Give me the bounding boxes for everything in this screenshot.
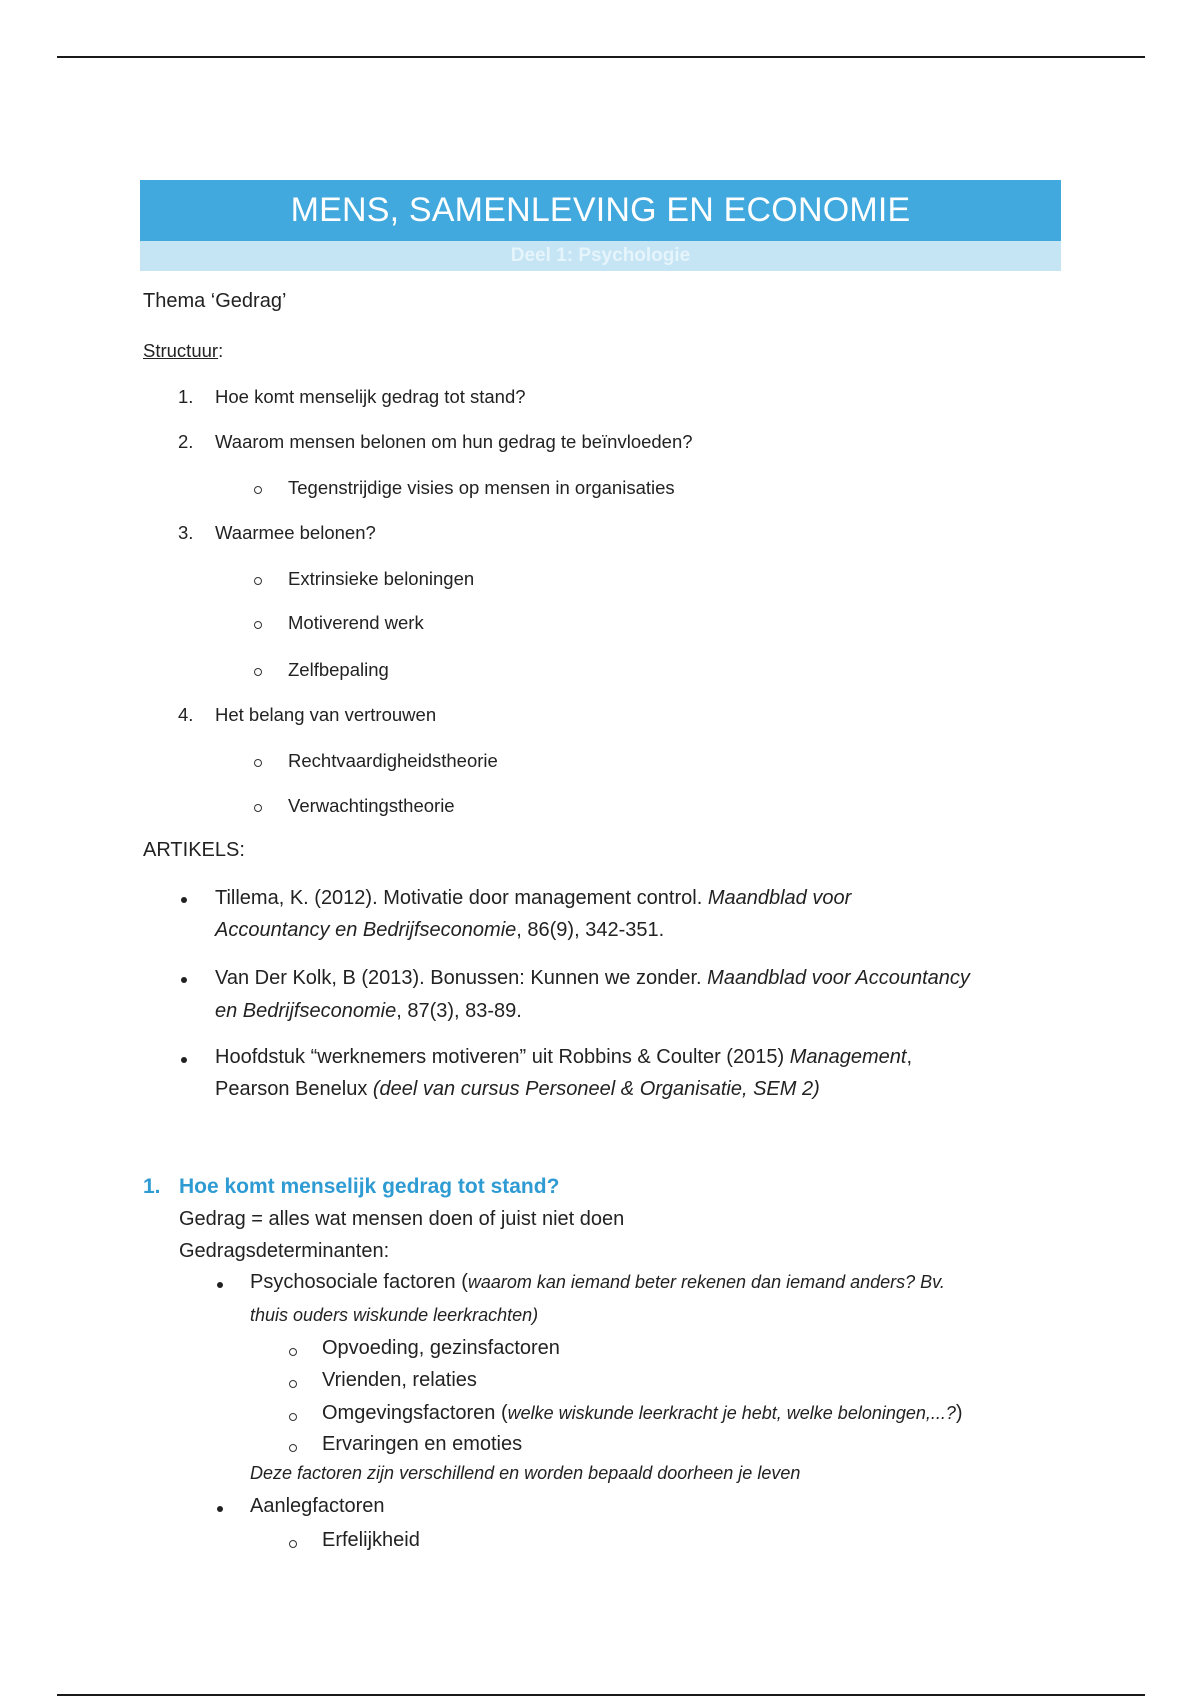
structure-item-4: Het belang van vertrouwen — [215, 704, 437, 725]
determinants-label: Gedragsdeterminanten: — [179, 1240, 390, 1262]
article-1-line-1: Tillema, K. (2012). Motivatie door management control. Maandblad voor — [215, 887, 852, 909]
structure-subitem: Rechtvaardigheidstheorie — [288, 750, 498, 771]
circle-bullet-icon — [289, 1348, 297, 1356]
subtitle-banner — [140, 241, 1061, 271]
article-2-line-2: en Bedrijfseconomie, 87(3), 83-89. — [215, 1000, 522, 1022]
structure-subitem: Zelfbepaling — [288, 659, 389, 680]
document-title: MENS, SAMENLEVING EN ECONOMIE — [290, 191, 911, 229]
psychosocial-factors: Psychosociale factoren (waarom kan iemand beter rekenen dan iemand anders? Bv. — [250, 1271, 945, 1293]
structure-subitem: Motiverend werk — [288, 612, 424, 633]
structure-label: Structuur — [143, 340, 219, 361]
structure-item-1-number: 1. — [178, 386, 194, 407]
bullet-icon — [181, 977, 187, 983]
aanleg-factors: Aanlegfactoren — [250, 1495, 385, 1517]
psychosocial-subitem-environment: Omgevingsfactoren (welke wiskunde leerkracht je hebt, welke beloningen,...?) — [322, 1402, 963, 1424]
circle-bullet-icon — [254, 577, 262, 585]
structure-item-1: Hoe komt menselijk gedrag tot stand? — [215, 386, 526, 407]
circle-bullet-icon — [254, 804, 262, 812]
bullet-icon — [217, 1282, 223, 1288]
circle-bullet-icon — [289, 1413, 297, 1421]
structure-item-3: Waarmee belonen? — [215, 522, 376, 543]
circle-bullet-icon — [289, 1444, 297, 1452]
psychosocial-conclusion: Deze factoren zijn verschillend en worden bepaald doorheen je leven — [250, 1463, 801, 1483]
section-1-heading: Hoe komt menselijk gedrag tot stand? — [179, 1175, 560, 1198]
psychosocial-subitem: Opvoeding, gezinsfactoren — [322, 1337, 560, 1359]
structure-item-2-number: 2. — [178, 431, 194, 452]
theme-label: Thema ‘Gedrag’ — [143, 290, 287, 312]
article-2-line-1: Van Der Kolk, B (2013). Bonussen: Kunnen we zonder. Maandblad voor Accountancy — [215, 967, 970, 989]
circle-bullet-icon — [289, 1540, 297, 1548]
behavior-definition: Gedrag = alles wat mensen doen of juist niet doen — [179, 1208, 625, 1230]
aanleg-subitem: Erfelijkheid — [322, 1529, 420, 1551]
structure-colon: : — [218, 340, 224, 361]
psychosocial-note: thuis ouders wiskunde leerkrachten) — [250, 1305, 539, 1325]
structure-item-4-number: 4. — [178, 704, 194, 725]
structure-item-3-number: 3. — [178, 522, 194, 543]
circle-bullet-icon — [254, 621, 262, 629]
article-3-line-1: Hoofdstuk “werknemers motiveren” uit Robbins & Coulter (2015) Management, — [215, 1046, 912, 1068]
structure-subitem: Verwachtingstheorie — [288, 795, 455, 816]
structure-subitem: Extrinsieke beloningen — [288, 568, 475, 589]
articles-label: ARTIKELS: — [143, 839, 245, 861]
circle-bullet-icon — [289, 1380, 297, 1388]
bullet-icon — [181, 897, 187, 903]
bullet-icon — [217, 1506, 223, 1512]
circle-bullet-icon — [254, 486, 262, 494]
structure-subitem: Tegenstrijdige visies op mensen in organisaties — [288, 477, 675, 498]
article-1-line-2: Accountancy en Bedrijfseconomie, 86(9), 342-351. — [215, 919, 665, 941]
circle-bullet-icon — [254, 759, 262, 767]
psychosocial-subitem: Ervaringen en emoties — [322, 1433, 523, 1455]
psychosocial-subitem: Vrienden, relaties — [322, 1369, 477, 1391]
section-1-number: 1. — [143, 1175, 161, 1198]
structure-heading — [143, 340, 223, 362]
title-banner — [140, 180, 1061, 241]
bottom-rule — [57, 1694, 1145, 1696]
article-3-line-2: Pearson Benelux (deel van cursus Personeel & Organisatie, SEM 2) — [215, 1078, 820, 1100]
document-subtitle: Deel 1: Psychologie — [510, 245, 691, 266]
circle-bullet-icon — [254, 668, 262, 676]
top-rule — [57, 56, 1145, 58]
structure-item-2: Waarom mensen belonen om hun gedrag te beïnvloeden? — [215, 431, 693, 452]
bullet-icon — [181, 1057, 187, 1063]
